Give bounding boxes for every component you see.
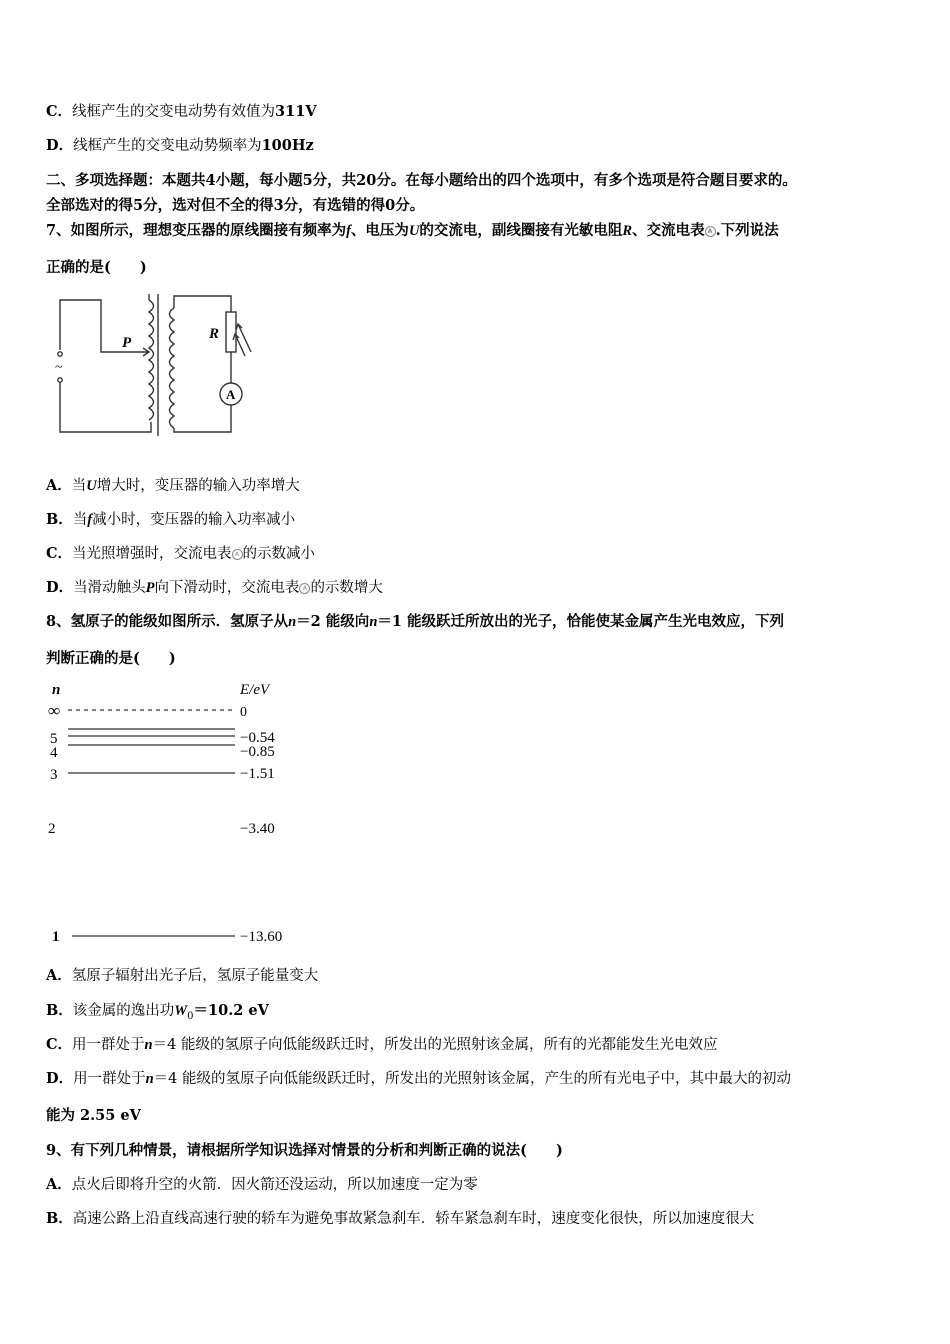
level-e-label: −1.51 <box>240 766 275 782</box>
level-n-label: ∞ <box>48 701 61 720</box>
energy-level-diagram <box>40 678 310 950</box>
q7-stem-line2: 正确的是( ) <box>46 259 147 276</box>
level-n-label: 2 <box>48 821 56 837</box>
transformer-diagram <box>46 290 261 440</box>
ammeter-icon: A <box>299 583 310 594</box>
ac-source-label: ~ <box>55 360 63 375</box>
energy-axis-header: E/eV <box>240 682 270 698</box>
q7-option-d: D．当滑动触头P向下滑动时，交流电表 A 的示数增大 <box>46 579 383 596</box>
level-e-label: −13.60 <box>240 929 283 945</box>
primary-coil <box>149 300 154 420</box>
secondary-wire-bottom <box>174 405 231 432</box>
ammeter-icon: A <box>705 226 716 237</box>
ac-terminal-top <box>58 352 62 356</box>
q9-stem: 9、有下列几种情景，请根据所学知识选择对情景的分析和判断正确的说法( ) <box>46 1142 563 1159</box>
level-e-label: −0.54 <box>240 730 275 746</box>
q7-option-a: A．当U增大时，变压器的输入功率增大 <box>46 477 300 494</box>
n-axis-header: n <box>52 682 61 698</box>
level-e-label: 0 <box>240 705 247 720</box>
ac-terminal-bottom <box>58 378 62 382</box>
secondary-wire-top <box>174 296 231 312</box>
q8-option-c: C．用一群处于n＝4 能级的氢原子向低能级跃迁时，所发出的光照射该金属，所有的光都能发生光电效应 <box>46 1036 718 1053</box>
ammeter-icon: A <box>232 549 243 560</box>
q8-option-d: D．用一群处于n＝4 能级的氢原子向低能级跃迁时，所发出的光照射该金属，产生的所有光电子中，其中最大的初动 <box>46 1070 791 1087</box>
level-e-label: −3.40 <box>240 821 275 837</box>
q8-stem: 8、氢原子的能级如图所示．氢原子从n＝2 能级向n＝1 能级跃迁所放出的光子，恰能使某金属产生光电效应，下列 <box>46 613 785 630</box>
level-n-label: 3 <box>50 767 58 783</box>
slider-label: P <box>122 335 132 351</box>
q7-option-b: B．当f减小时，变压器的输入功率减小 <box>46 511 296 528</box>
level-n-label: 5 <box>50 731 58 747</box>
light-arrow-1 <box>238 324 251 352</box>
q9-option-a: A．点火后即将升空的火箭．因火箭还没运动，所以加速度一定为零 <box>46 1176 478 1193</box>
q9-option-b: B．高速公路上沿直线高速行驶的轿车为避免事故紧急刹车．轿车紧急刹车时，速度变化很快，所以加速度很大 <box>46 1210 755 1227</box>
q7-stem: 7、如图所示，理想变压器的原线圈接有频率为f、电压为U的交流电，副线圈接有光敏电阻R、交流电表 A .下列说法 <box>46 222 779 239</box>
section2-line2: 全部选对的得5分，选对但不全的得3分，有选错的得0分。 <box>46 197 425 214</box>
q8-option-a: A．氢原子辐射出光子后，氢原子能量变大 <box>46 967 319 984</box>
q8-stem-line2: 判断正确的是( ) <box>46 650 176 667</box>
level-n-label: 1 <box>52 929 60 945</box>
q6-option-c: C．线框产生的交变电动势有效值为311V <box>46 103 317 120</box>
level-e-label: −0.85 <box>240 744 275 760</box>
q6-option-d: D．线框产生的交变电动势频率为100Hz <box>46 137 314 154</box>
section2-line1: 二、多项选择题：本题共4小题，每小题5分，共20分。在每小题给出的四个选项中，有多个选项是符合题目要求的。 <box>46 172 797 189</box>
ammeter-label: A <box>226 387 236 402</box>
level-n-label: 4 <box>50 745 58 761</box>
primary-wire-bottom <box>60 382 151 432</box>
resistor-label: R <box>209 326 220 342</box>
q8-option-d-line2: 能为 2.55 eV <box>46 1107 141 1124</box>
q7-option-c: C．当光照增强时，交流电表 A 的示数减小 <box>46 545 316 562</box>
photoresistor <box>226 312 236 352</box>
secondary-coil <box>170 308 175 428</box>
primary-wire <box>60 300 149 352</box>
q8-option-b: B．该金属的逸出功$W_0=10.2$ eV <box>46 1002 269 1022</box>
